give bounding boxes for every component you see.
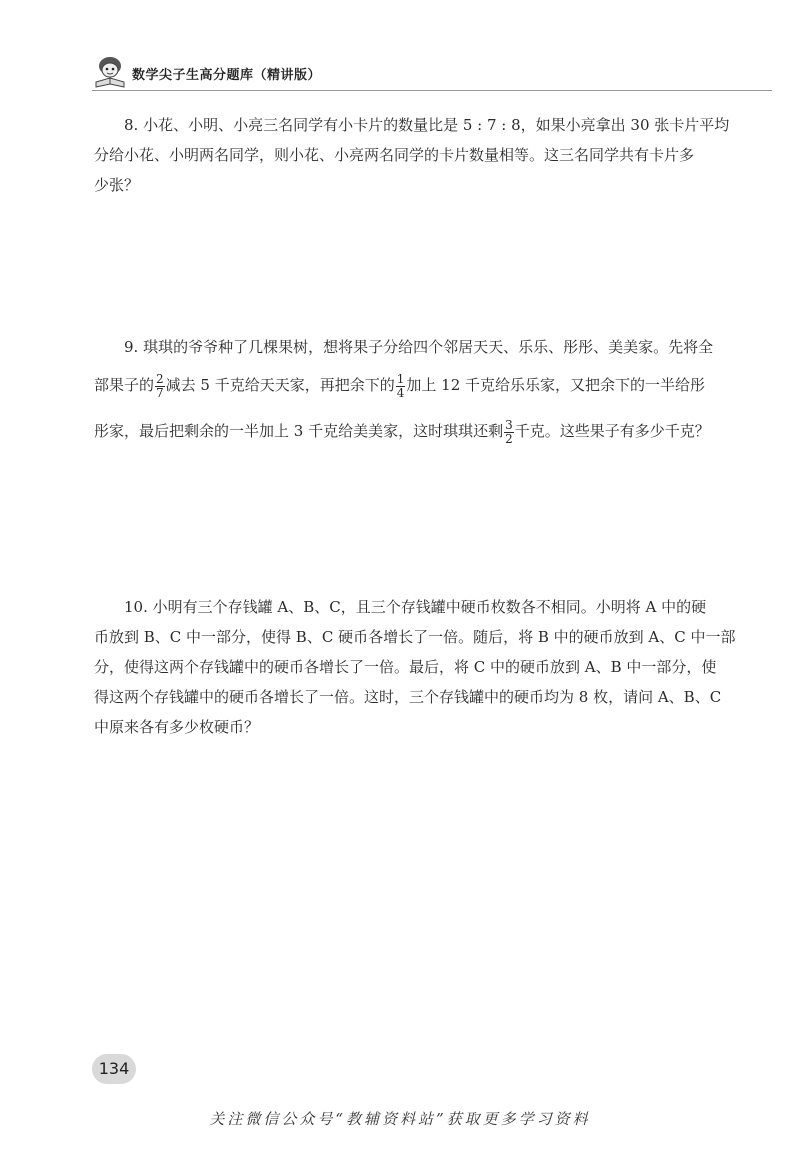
header-divider	[92, 90, 772, 91]
question-text-line: 分给小花、小明两名同学，则小花、小亮两名同学的卡片数量相等。这三名同学共有卡片多	[94, 146, 695, 164]
fraction-numerator: 3	[505, 417, 513, 432]
fraction-numerator: 2	[156, 371, 164, 386]
fraction	[155, 373, 165, 400]
question-text-line: 8. 小花、小明、小亮三名同学有小卡片的数量比是 5 : 7 : 8，如果小亮拿出 30 张卡片平均	[124, 116, 730, 134]
footer-note: 关注微信公众号“教辅资料站”获取更多学习资料	[209, 1110, 591, 1128]
text-segment: 彤家，最后把剩余的一半加上 3 千克给美美家，这时琪琪还剩	[94, 422, 504, 440]
question-text-line	[94, 362, 720, 408]
fraction-numerator: 1	[396, 371, 405, 386]
question-text-line: 币放到 B、C 中一部分，使得 B、C 硬币各增长了一倍。随后，将 B 中的硬币放到 A、C 中一部	[94, 628, 736, 646]
question-10	[94, 592, 736, 742]
page-number: 134	[92, 1054, 136, 1084]
question-9	[94, 332, 720, 454]
question-8	[94, 110, 730, 200]
text-segment: 减去 5 千克给天天家，再把余下的	[165, 376, 395, 394]
fraction-denominator: 2	[505, 431, 513, 446]
text-segment: 部果子的	[94, 376, 155, 394]
text-segment: 千克。这些果子有多少千克？	[514, 422, 710, 440]
question-text-line: 9. 琪琪的爷爷种了几棵果树，想将果子分给四个邻居天天、乐乐、彤彤、美美家。先将全	[124, 338, 714, 356]
fraction-denominator: 7	[156, 385, 164, 400]
question-text-line: 10. 小明有三个存钱罐 A、B、C，且三个存钱罐中硬币枚数各不相同。小明将 A 中的硬	[124, 598, 707, 616]
fraction	[504, 419, 514, 446]
question-text-line: 分，使得这两个存钱罐中的硬币各增长了一倍。最后，将 C 中的硬币放到 A、B 中一部分，使	[94, 658, 717, 676]
page-header	[92, 54, 772, 90]
question-text-line	[94, 408, 720, 454]
question-text-line: 得这两个存钱罐中的硬币各增长了一倍。这时，三个存钱罐中的硬币均为 8 枚，请问 A、B、C	[94, 688, 722, 706]
question-text-line: 中原来各有多少枚硬币？	[94, 718, 260, 736]
fraction-denominator: 4	[396, 385, 405, 400]
fraction	[396, 373, 406, 400]
question-text-line: 少张？	[94, 176, 140, 194]
student-reading-mascot-icon	[92, 54, 128, 90]
book-title: 数学尖子生高分题库（精讲版）	[132, 68, 322, 83]
text-segment: 加上 12 千克给乐乐家，又把余下的一半给彤	[406, 376, 706, 394]
